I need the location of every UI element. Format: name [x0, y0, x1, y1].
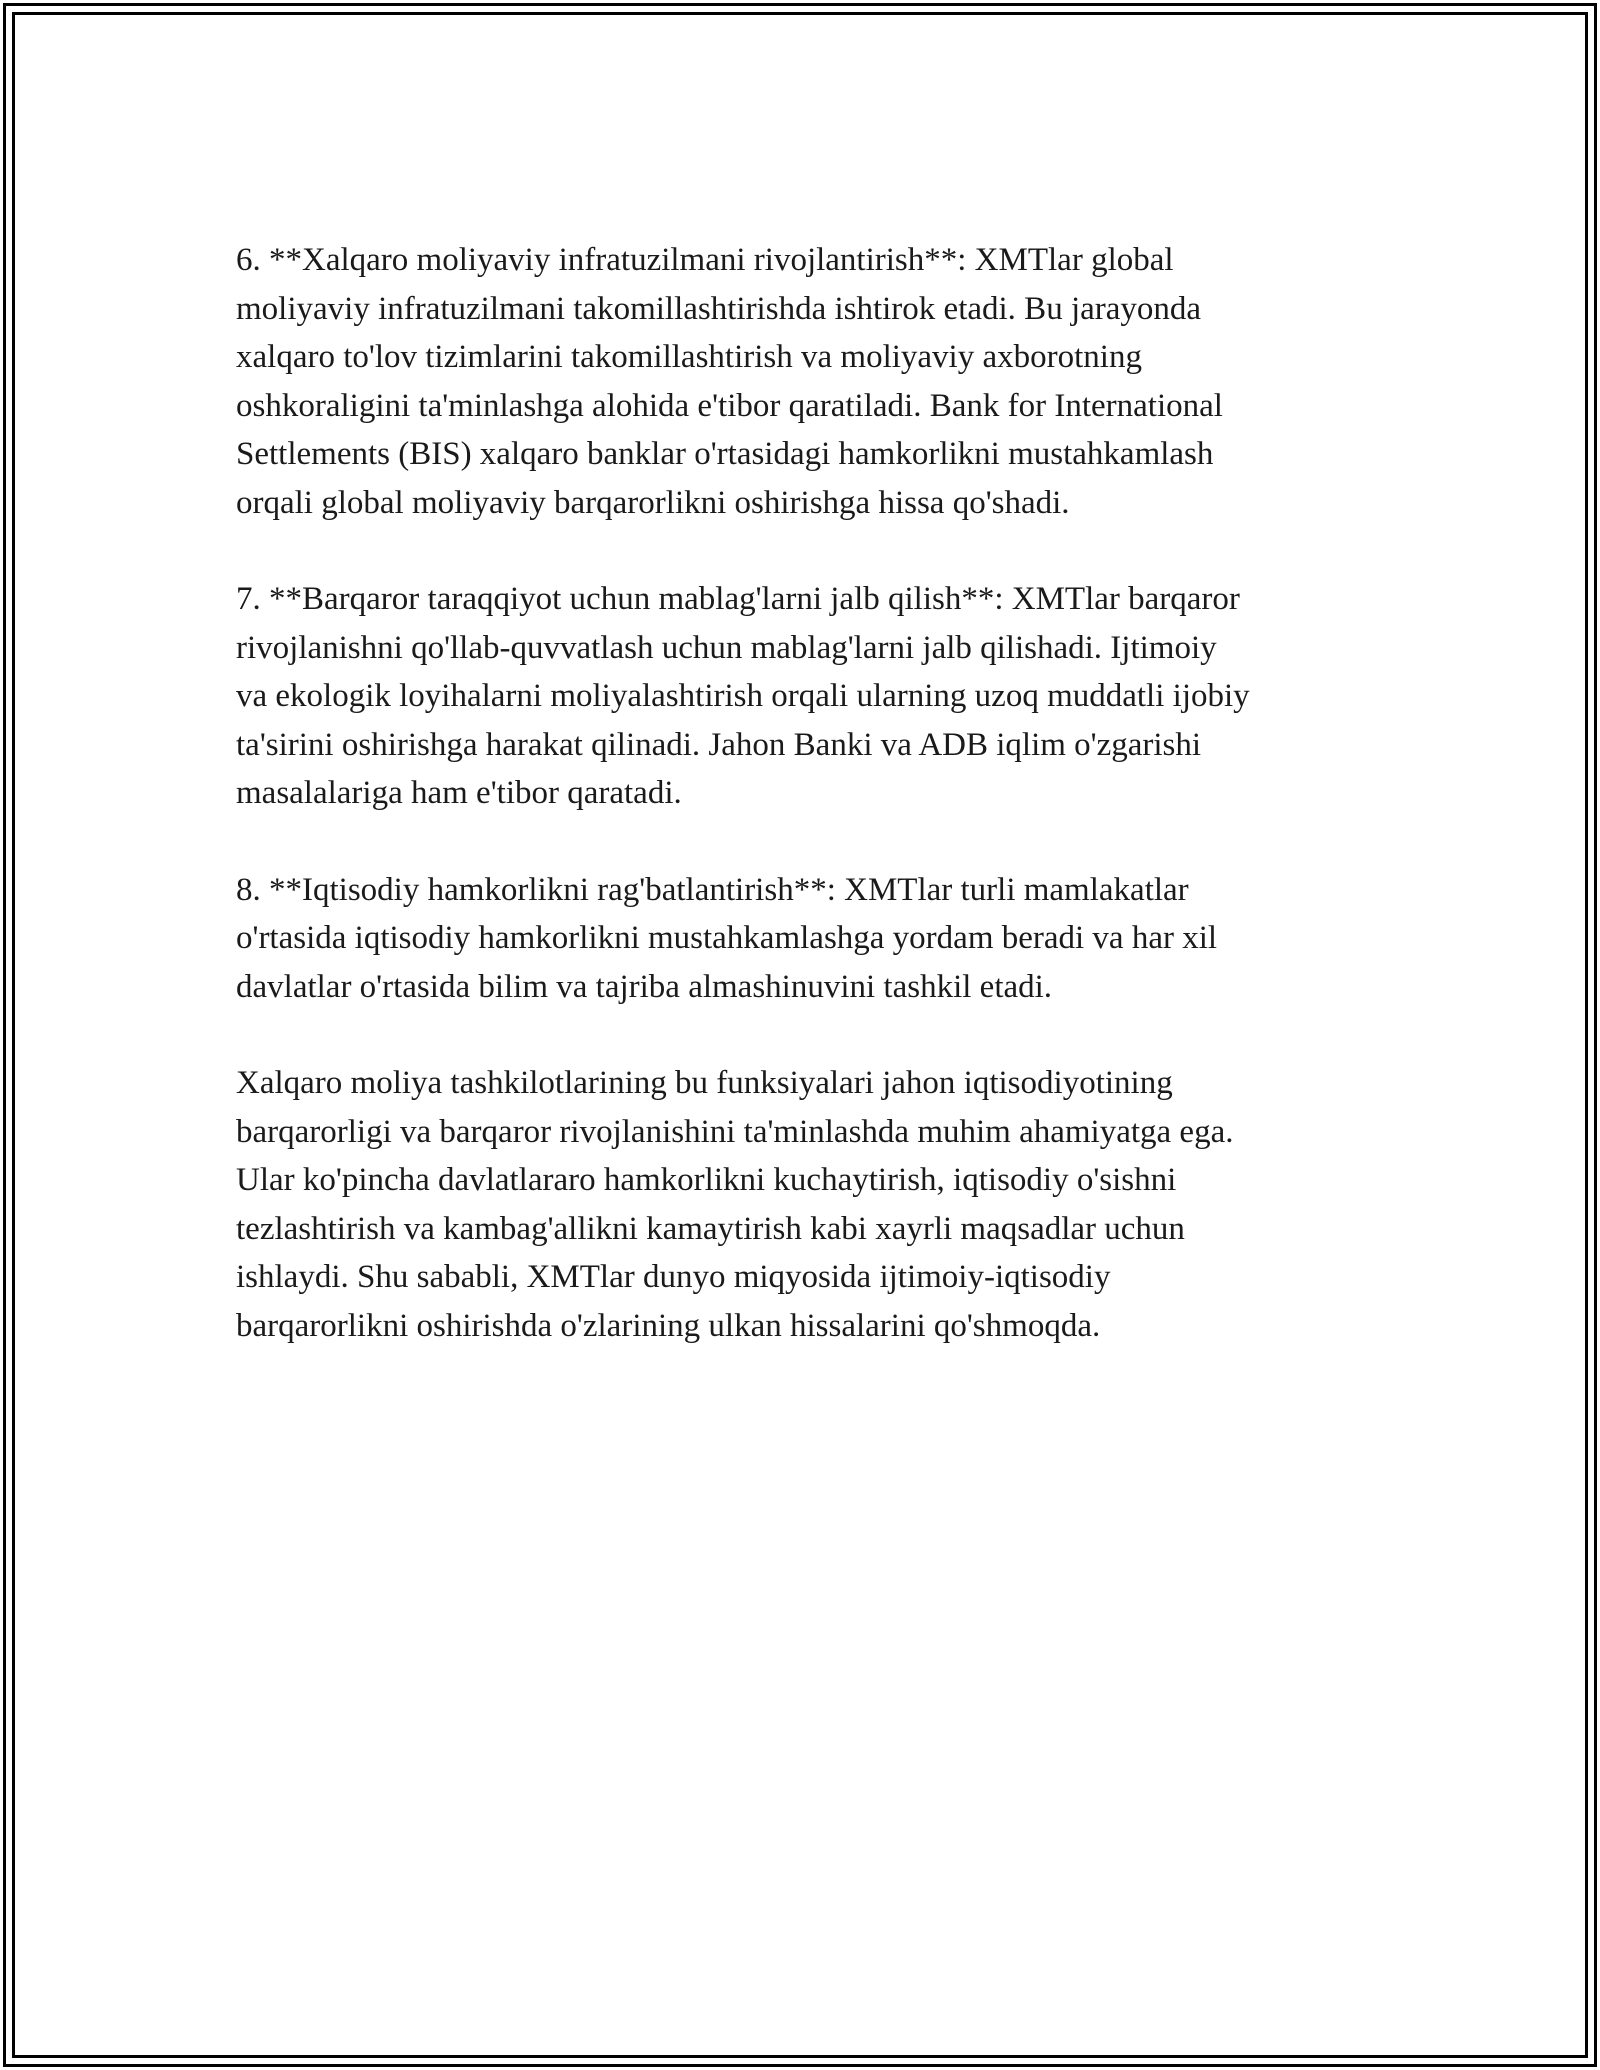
text-line: rivojlanishni qo'llab-quvvatlash uchun mablag'larni jalb qilishadi. Ijtimoiy — [236, 629, 1217, 666]
text-line: va ekologik loyihalarni moliyalashtirish orqali ularning uzoq muddatli ijobiy — [236, 678, 1250, 714]
text-line: 8. **Iqtisodiy hamkorlikni rag'batlantirish**: XMTlar turli mamlakatlar — [236, 871, 1189, 908]
text-line: Ular ko'pincha davlatlararo hamkorlikni kuchaytirish, iqtisodiy o'sishni — [236, 1162, 1177, 1198]
text-line: o'rtasida iqtisodiy hamkorlikni mustahkamlashga yordam beradi va har xil — [236, 920, 1218, 956]
text-line: Settlements (BIS) xalqaro banklar o'rtasidagi hamkorlikni mustahkamlash — [236, 436, 1214, 472]
text-line: barqarorligi va barqaror rivojlanishini ta'minlashda muhim ahamiyatga ega. — [236, 1113, 1234, 1150]
paragraph-7-sustainable-development — [236, 575, 1366, 818]
paragraph-8-economic-cooperation — [236, 866, 1366, 1012]
text-line: xalqaro to'lov tizimlarini takomillashtirish va moliyaviy axborotning — [236, 339, 1142, 375]
text-line: davlatlar o'rtasida bilim va tajriba almashinuvini tashkil etadi. — [236, 968, 1053, 1005]
text-line: ishlaydi. Shu sababli, XMTlar dunyo miqyosida ijtimoiy-iqtisodiy — [236, 1259, 1111, 1295]
text-line: barqarorlikni oshirishda o'zlarining ulkan hissalarini qo'shmoqda. — [236, 1307, 1101, 1344]
text-line: masalalariga ham e'tibor qaratadi. — [236, 775, 682, 811]
document-body — [236, 236, 1366, 1398]
text-line: ta'sirini oshirishga harakat qilinadi. Jahon Banki va ADB iqlim o'zgarishi — [236, 726, 1202, 763]
text-line: 6. **Xalqaro moliyaviy infratuzilmani rivojlantirish**: XMTlar global — [236, 242, 1174, 278]
text-line: oshkoraligini ta'minlashga alohida e'tibor qaratiladi. Bank for International — [236, 387, 1223, 424]
text-line: tezlashtirish va kambag'allikni kamaytirish kabi xayrli maqsadlar uchun — [236, 1210, 1185, 1247]
text-line: 7. **Barqaror taraqqiyot uchun mablag'larni jalb qilish**: XMTlar barqaror — [236, 581, 1240, 617]
text-line: orqali global moliyaviy barqarorlikni oshirishga hissa qo'shadi. — [236, 484, 1070, 521]
paragraph-conclusion — [236, 1059, 1366, 1350]
text-line: moliyaviy infratuzilmani takomillashtirishda ishtirok etadi. Bu jarayonda — [236, 290, 1202, 327]
paragraph-6-financial-infrastructure — [236, 236, 1366, 527]
text-line: Xalqaro moliya tashkilotlarining bu funksiyalari jahon iqtisodiyotining — [236, 1065, 1173, 1101]
